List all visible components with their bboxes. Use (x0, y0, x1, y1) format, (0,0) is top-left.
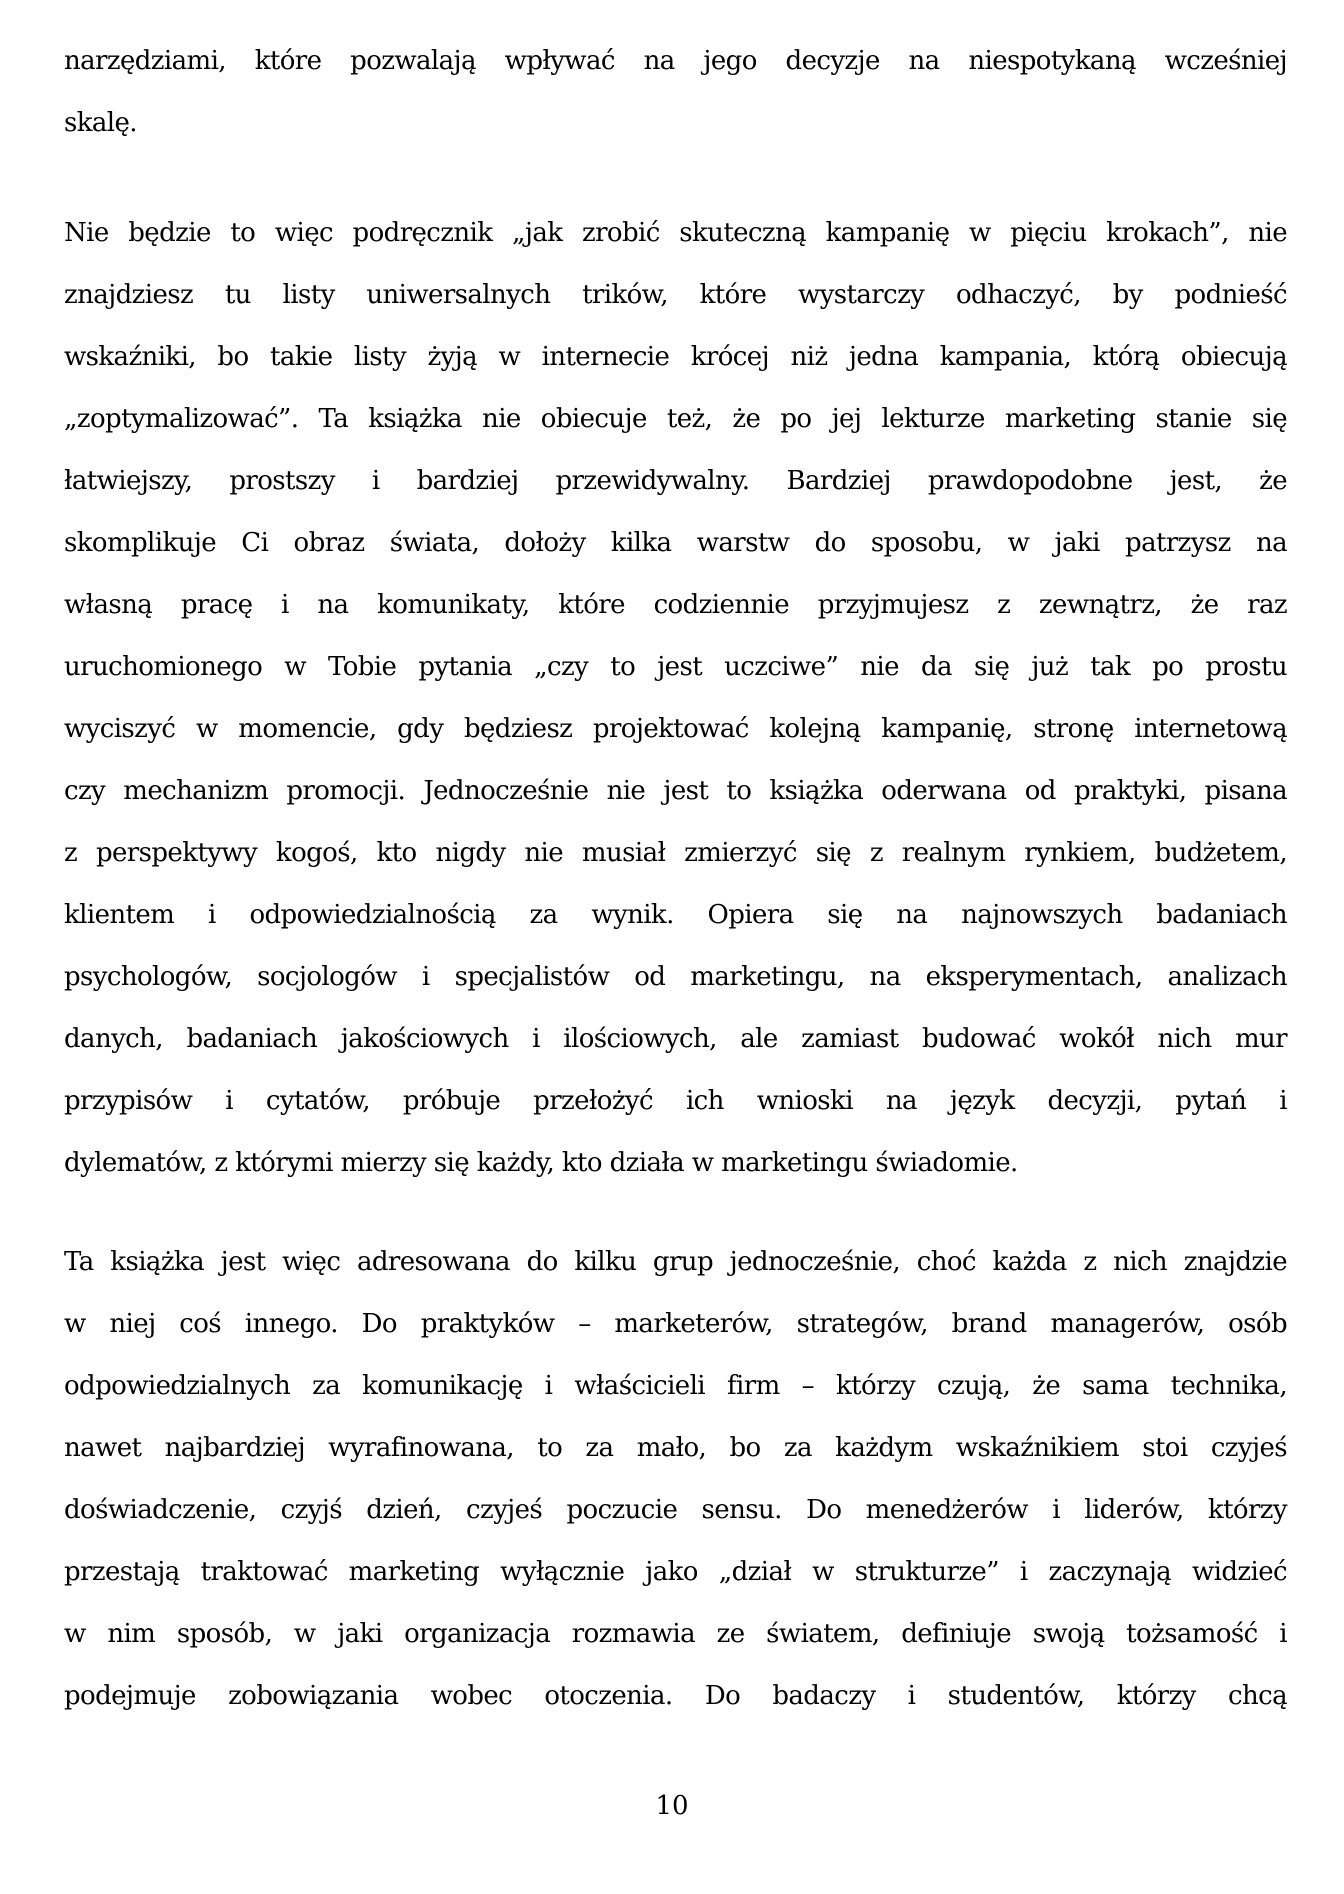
text-line: przypisów i cytatów, próbuje przełożyć ich wnioski na język decyzji, pytań i (64, 1086, 1287, 1116)
text-line: Ta książka jest więc adresowana do kilku grup jednocześnie, choć każda z nich znajdzie (64, 1247, 1287, 1277)
text-line: podejmuje zobowiązania wobec otoczenia. Do badaczy i studentów, którzy chcą (64, 1681, 1287, 1711)
text-line: nawet najbardziej wyrafinowana, to za mało, bo za każdym wskaźnikiem stoi czyjeś (64, 1433, 1287, 1463)
text-line: znajdziesz tu listy uniwersalnych trików, które wystarczy odhaczyć, by podnieść (64, 280, 1287, 310)
text-line: łatwiejszy, prostszy i bardziej przewidywalny. Bardziej prawdopodobne jest, że (64, 466, 1287, 496)
text-line: w niej coś innego. Do praktyków – marketerów, strategów, brand managerów, osób (64, 1309, 1287, 1339)
text-line: przestają traktować marketing wyłącznie jako „dział w strukturze” i zaczynają widzieć (64, 1557, 1287, 1587)
text-line: „zoptymalizować”. Ta książka nie obiecuje też, że po jej lekturze marketing stanie się (64, 404, 1287, 434)
text-line: odpowiedzialnych za komunikację i właścicieli firm – którzy czują, że sama technika, (64, 1371, 1287, 1401)
text-line: skalę. (64, 108, 137, 138)
paragraph-3 (64, 1231, 1287, 1727)
text-line: z perspektywy kogoś, kto nigdy nie musiał zmierzyć się z realnym rynkiem, budżetem, (64, 838, 1287, 868)
text-line: w nim sposób, w jaki organizacja rozmawia ze światem, definiuje swoją tożsamość i (64, 1619, 1287, 1649)
text-line: czy mechanizm promocji. Jednocześnie nie jest to książka oderwana od praktyki, pisana (64, 776, 1287, 806)
text-line: danych, badaniach jakościowych i ilościowych, ale zamiast budować wokół nich mur (64, 1024, 1287, 1054)
text-line: psychologów, socjologów i specjalistów od marketingu, na eksperymentach, analizach (64, 962, 1287, 992)
text-line: skomplikuje Ci obraz świata, dołoży kilka warstw do sposobu, w jaki patrzysz na (64, 528, 1287, 558)
paragraph-2 (64, 202, 1287, 1194)
text-line: klientem i odpowiedzialnością za wynik. Opiera się na najnowszych badaniach (64, 900, 1287, 930)
text-line: własną pracę i na komunikaty, które codziennie przyjmujesz z zewnątrz, że raz (64, 590, 1287, 620)
text-line: dylematów, z którymi mierzy się każdy, kto działa w marketingu świadomie. (64, 1148, 1018, 1178)
text-line: wyciszyć w momencie, gdy będziesz projektować kolejną kampanię, stronę internetową (64, 714, 1287, 744)
text-line: uruchomionego w Tobie pytania „czy to jest uczciwe” nie da się już tak po prostu (64, 652, 1287, 682)
text-line: wskaźniki, bo takie listy żyją w internecie krócej niż jedna kampania, którą obiecują (64, 342, 1287, 372)
text-line: narzędziami, które pozwalają wpływać na jego decyzje na niespotykaną wcześniej (64, 46, 1287, 76)
text-line: Nie będzie to więc podręcznik „jak zrobić skuteczną kampanię w pięciu krokach”, nie (64, 218, 1287, 248)
text-line: doświadczenie, czyjś dzień, czyjeś poczucie sensu. Do menedżerów i liderów, którzy (64, 1495, 1287, 1525)
page-number: 10 (655, 1791, 689, 1821)
paragraph-1 (64, 30, 1287, 154)
